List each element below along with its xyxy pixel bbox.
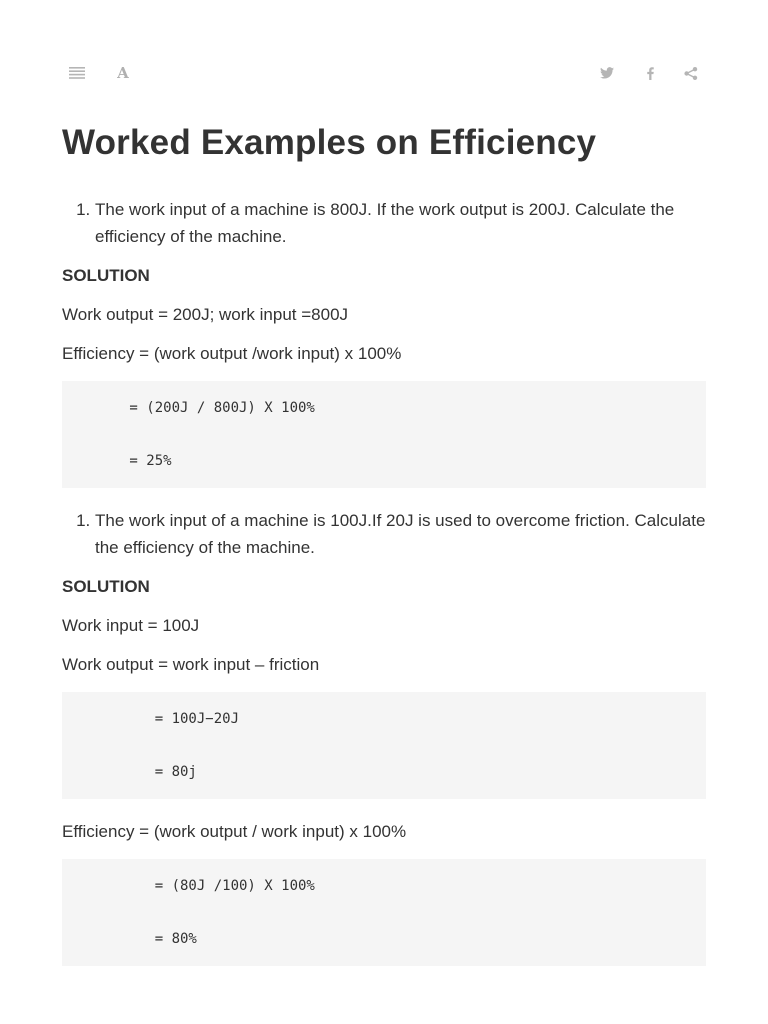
example-2-question-list — [62, 508, 706, 561]
example-2-efficiency-formula: Efficiency = (work output / work input) x 100% — [62, 822, 407, 841]
example-2-work-output-block — [62, 692, 706, 799]
facebook-icon[interactable] — [635, 60, 665, 86]
example-1-given-values: Work output = 200J; work input =800J — [62, 305, 349, 324]
twitter-icon[interactable] — [592, 60, 622, 86]
example-1-solution-label: SOLUTION — [62, 266, 150, 285]
example-2-work-output-formula: Work output = work input – friction — [62, 655, 320, 674]
example-2-solution-label: SOLUTION — [62, 577, 150, 596]
page-title: Worked Examples on Efficiency — [62, 123, 597, 162]
example-2-question: 1. The work input of a machine is 100J.If 20J is used to overcome friction. Calculate the efficiency of the machine. — [95, 508, 706, 561]
code-line: = (80J /100) X 100% — [62, 878, 315, 894]
menu-icon[interactable] — [62, 60, 92, 86]
example-1-question-list — [62, 197, 706, 250]
code-line: = (200J / 800J) X 100% — [62, 400, 315, 416]
reader-toolbar — [62, 60, 706, 86]
example-1-question: 1. The work input of a machine is 800J. If the work output is 200J. Calculate the efficiency of the machine. — [95, 197, 706, 250]
share-icon[interactable] — [676, 60, 706, 86]
example-2-efficiency-block — [62, 859, 706, 966]
font-icon[interactable]: A — [117, 64, 129, 82]
example-2-work-input: Work input = 100J — [62, 616, 200, 635]
article-content — [62, 118, 706, 947]
code-line: = 100J−20J — [62, 711, 240, 727]
code-line: = 80% — [62, 931, 197, 947]
code-line: = 80j — [62, 764, 197, 780]
example-1-calculation-block — [62, 381, 706, 488]
example-1-efficiency-formula: Efficiency = (work output /work input) x 100% — [62, 344, 402, 363]
code-line: = 25% — [62, 453, 172, 469]
